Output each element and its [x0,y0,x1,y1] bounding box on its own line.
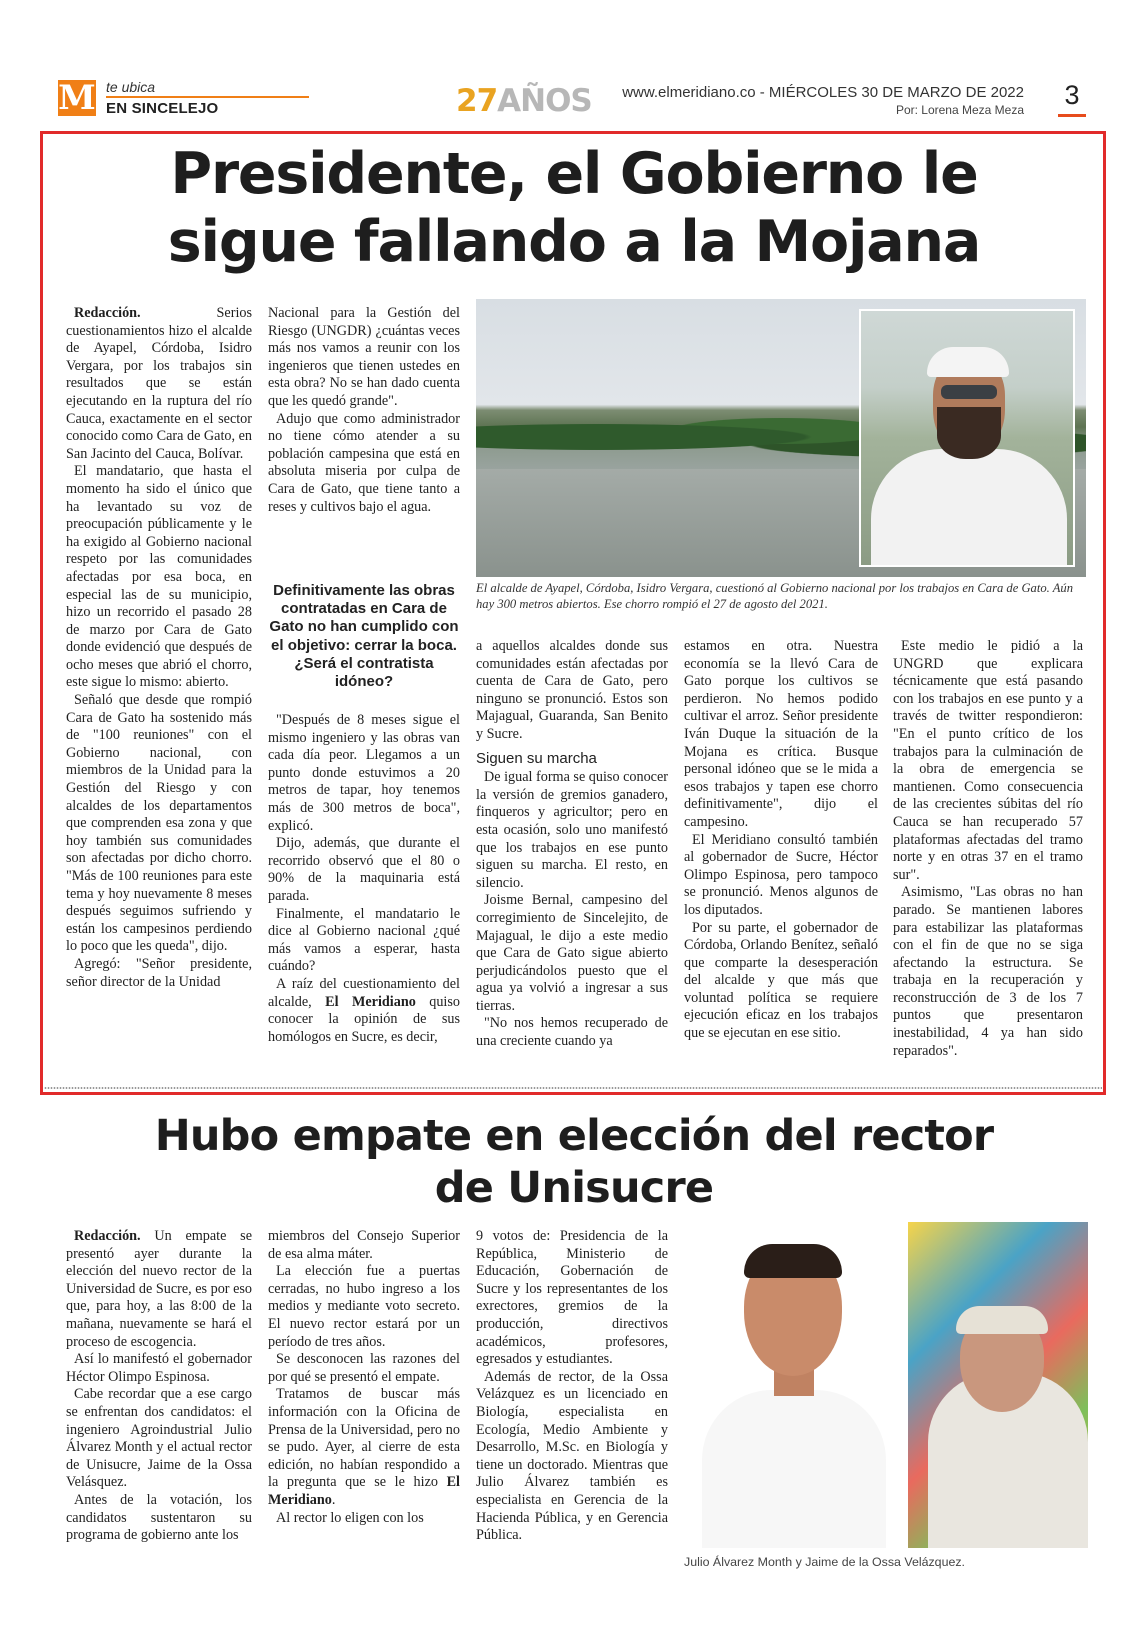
newspaper-name: El Meridiano [268,1474,460,1508]
portrait-shirt [702,1390,886,1548]
paragraph: Asimismo, "Las obras no han parado. Se mantienen labores para estabilizar las plataformas con el fin de que no se siga afectando la estructura. Se trabaja en la recuperación y reconstrucción de 3 de los 7 puntos que presentaron inestabilidad, 4 ya han sido reparados". [893,884,1083,1059]
site-and-date: www.elmeridiano.co - MIÉRCOLES 30 DE MARZO DE 2022 [622,84,1024,101]
article1-headline-line1: Presidente, el Gobierno le [170,141,978,207]
paragraph: Joisme Bernal, campesino del corregimiento de Sincelejito, de Majagual, le dijo a este medio que Cara de Gato sigue abierto perjudicándolos puesto que el agua ya volvió a ingresar a sus tierras. [476,892,668,1014]
paragraph: El Meridiano consultó también al gobernador de Sucre, Héctor Olimpo Espinosa, pero tampoco se pronunció. Menos algunos de los diputados. [684,831,878,918]
paragraph: La elección fue a puertas cerradas, no hubo ingreso a los medios y mediante voto secreto. El nuevo rector estará por un período de tres años. [268,1263,460,1350]
article1-headline [44,140,1104,276]
article2-headline-line2: de Unisucre [434,1163,714,1213]
article1-headline-line2: sigue fallando a la Mojana [167,209,981,275]
paragraph: 9 votos de: Presidencia de la República, Ministerio de Educación, Gobernación de Sucre y los representantes de los exrectores, gremios de la producción, directivos académicos, profesores, egresados y estudiantes. [476,1228,668,1368]
lead-credit: Redacción. [74,305,141,321]
portrait-beard [937,407,1001,459]
article1-column-2 [268,305,460,516]
article1-column-3 [476,638,668,1051]
paragraph: Agregó: "Señor presidente, señor director de la Unidad [66,955,252,990]
paragraph-text: A raíz del cuestionamiento del alcalde, [268,975,460,1010]
portrait-hair [956,1306,1048,1334]
newspaper-name: El Meridiano [325,993,416,1010]
article2-column-2 [268,1228,460,1527]
article2-headline [44,1110,1104,1214]
portrait-hair [744,1244,842,1278]
paragraph: miembros del Consejo Superior de esa alma máter. [268,1228,460,1262]
portrait-cap [927,347,1009,377]
article1-column-2-continued [268,712,460,1046]
paragraph [268,976,460,1046]
paragraph: Señaló que desde que rompió Cara de Gato ha sostenido más de "100 reuniones" con el Gobierno nacional, con miembros de la Unidad para la Gestión del Riesgo y con alcaldes de los departamentos que comprenden esa zona y que hoy también sus comunidades son afectadas por dicho chorro. "Más de 100 reuniones para este tema y hoy nuevamente 8 meses después seguimos sufriendo y están los campesinos perdiendo lo poco que les queda", dijo. [66,692,252,955]
article1-column-1 [66,305,252,991]
flood-photo-caption: El alcalde de Ayapel, Córdoba, Isidro Vergara, cuestionó al Gobierno nacional por los trabajos en Cara de Gato. Aún hay 300 metros abiertos. Ese chorro rompió el 27 de agosto del 2021. [476,581,1074,611]
paragraph: Así lo manifestó el gobernador Héctor Olimpo Espinosa. [66,1351,252,1385]
paragraph-text: quiso conocer la opinión de sus homólogos en Sucre, es decir, [268,993,460,1045]
paragraph: Al rector lo eligen con los [276,1509,424,1526]
paragraph: Dijo, además, que durante el recorrido observó que el 80 o 90% de la maquinaria está parada. [268,835,460,904]
candidates-photo-caption: Julio Álvarez Month y Jaime de la Ossa Velázquez. [684,1555,965,1569]
paragraph-text: . [331,1491,336,1508]
paragraph-text: Un empate se presentó ayer durante la elección del nuevo rector de la Universidad de Sucre, es por eso que, para hoy, a las 8:00 de la mañana, nuevamente se hará el proceso de escogencia. [66,1228,252,1350]
portrait-shirt [871,449,1067,567]
paragraph-text: Serios cuestionamientos hizo el alcalde de Ayapel, Córdoba, Isidro Vergara, por los trabajos sin resultados que se están ejecutando en la ruptura del río Cauca, exactamente en el sector conocido como Cara de Gato, en San Jacinto del Cauca, Bolívar. [66,305,252,462]
paragraph: Este medio le pidió a la UNGRD que explicara técnicamente que está pasando con los trabajos en ese punto y a través de twitter respondieron: "En el punto crítico de los trabajos para la culminación de la obra de emergencia se mantienen. Como consecuencia de las crecientes súbitas del río Cauca se han recuperado 57 plataformas afectadas del tramo norte y en otras 37 en el tramo sur". [893,638,1083,883]
portrait-sunglasses [941,385,997,399]
paragraph: De igual forma se quiso conocer la versión de gremios ganadero, finqueros y agricultor; pero en esta ocasión, solo uno manifestó que los trabajos en ese punto siguen su marcha. El resto, en silencio. [476,769,668,891]
candidates-photo [684,1222,1088,1552]
lead-credit: Redacción. [74,1228,141,1244]
pull-quote: Definitivamente las obras contratadas en Cara de Gato no han cumplido con el objetivo: cerrar la boca. ¿Será el contratista idóneo? [269,582,459,691]
flood-photo [476,299,1086,577]
paragraph-text: Tratamos de buscar más información con la Oficina de Prensa de la Universidad, pero no se pudo. Ayer, al cierre de esta edición, no habían respondido a la pregunta que se le hizo [268,1386,460,1491]
article2-headline-line1: Hubo empate en elección del rector [154,1111,994,1161]
logo-underline [106,96,309,98]
paragraph: Por su parte, el gobernador de Córdoba, Orlando Benítez, señaló que comparte la desesperación del alcalde y que más que voluntad política se requiere ejecución eficaz en los trabajos que se ejecutan en ese sitio. [684,919,878,1042]
paragraph: Cabe recordar que a ese cargo se enfrentan dos candidatos: el ingeniero Agroindustrial Julio Álvarez Month y el actual rector de Unisucre, Jaime de la Ossa Velásquez. [66,1386,252,1491]
paragraph: "No nos hemos recuperado de una creciente cuando ya [476,1015,668,1050]
byline: Por: Lorena Meza Meza [895,103,1024,117]
paragraph: Antes de la votación, los candidatos sustentaron su programa de gobierno ante los [66,1491,252,1544]
paragraph: El mandatario, que hasta el momento ha sido el único que ha levantado su voz de preocupación públicamente y le ha exigido al Gobierno nacional respeto por las comunidades afectadas por esa boca, en especial las de su municipio, hizo un recorrido el pasado 28 de marzo por Cara de Gato donde evidenció que después de ocho meses que abrió el chorro, este sigue lo mismo: abierto. [66,463,252,691]
paragraph: "Después de 8 meses sigue el mismo ingeniero y las obras van cada día peor. Llegamos a un punto donde estuvimos a 20 metros de tapar, hoy tenemos más de 300 metros de boca", explicó. [268,712,460,834]
paragraph: Además de rector, de la Ossa Velázquez es un licenciado en Biología, especialista en Ecología, Medio Ambiente y Desarrollo, M.Sc. en Biología y tiene un doctorado. Mientras que Julio Álvarez también es especialista en Gerencia de la Hacienda Pública, y en Gerencia Pública. [476,1368,668,1544]
page-number: 3 [1064,80,1080,110]
mayor-portrait-inset [859,309,1075,567]
paragraph [66,1228,252,1351]
candidate-portrait-left [692,1228,892,1548]
page-number-underline [1058,114,1086,117]
anniversary-number: 27 [456,83,498,119]
article2-column-3 [476,1228,668,1545]
paragraph [66,305,252,463]
paragraph: Se desconocen las razones del por qué se presentó el empate. [268,1351,460,1385]
paragraph: Nacional para la Gestión del Riesgo (UNGDR) ¿cuántas veces más nos vamos a reunir con los ingenieros que tienen ustedes en esta obra? No se han dado cuenta que les quedó grande". [268,305,460,409]
section-name: EN SINCELEJO [106,100,219,117]
anniversary-logo [456,83,592,119]
article2-column-1 [66,1228,252,1545]
article1-column-4 [684,638,878,1043]
paragraph [268,1386,460,1509]
paragraph: estamos en otra. Nuestra economía se la llevó Cara de Gato porque los cultivos se perdieron. No hemos podido cultivar el arroz. Señor presidente Iván Duque la situación de la Mojana es crítica. Busque personal idóneo que se le mida a esos trabajos y tapen ese chorro definitivamente", dijo el campesino. [684,638,878,830]
subheading: Siguen su marcha [476,749,597,767]
paragraph: Finalmente, el mandatario le dice al Gobierno nacional ¿qué más vamos a esperar, hasta cuándo? [268,905,460,975]
anniversary-word: AÑOS [497,83,592,119]
dotted-divider [44,1087,1102,1089]
candidate-portrait-right [908,1222,1088,1548]
paragraph: Adujo que como administrador no tiene cómo atender a su población campesina que está en absoluta miseria por culpa de Cara de Gato, que tiene tanto a reses y cultivos bajo el agua. [268,410,460,515]
article1-column-5 [893,638,1083,1060]
meridiano-logo: M [58,78,96,118]
logo-tagline: te ubica [106,79,156,95]
paragraph: a aquellos alcaldes donde sus comunidades están afectadas por cuenta de Cara de Gato, pero ninguno se pronunció. Estos son Majagual, Guaranda, San Benito y Sucre. [476,638,668,742]
